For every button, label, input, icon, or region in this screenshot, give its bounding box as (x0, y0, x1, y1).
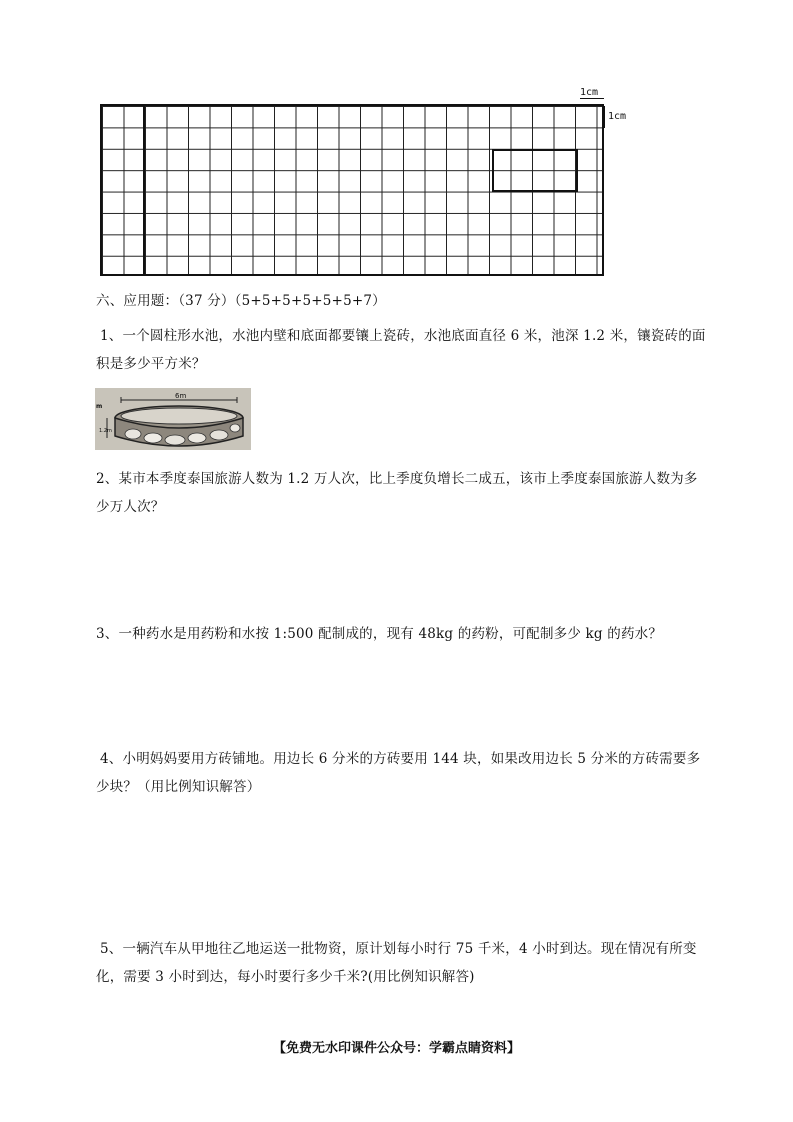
question-4: 4、小明妈妈要用方砖铺地。用边长 6 分米的方砖要用 144 块，如果改用边长 5 分米的方砖需要多少块？（用比例知识解答） (96, 751, 701, 795)
question-1: 1、一个圆柱形水池，水池内壁和底面都要镶上瓷砖，水池底面直径 6 米，池深 1.2 米，镶瓷砖的面积是多少平方米？ (96, 328, 706, 372)
pool-photo (95, 388, 251, 450)
question-3: 3、一种药水是用药粉和水按 1:500 配制成的，现有 48kg 的药粉，可配制多少 kg 的药水？ (96, 626, 663, 642)
scale-label-horizontal: 1cm (580, 87, 604, 99)
grid-divider-line (143, 104, 145, 276)
section-title: 六、应用题：（37 分）（5+5+5+5+5+5+7） (96, 293, 386, 309)
drawn-rectangle (492, 149, 578, 192)
depth-label: 1.2m (99, 428, 112, 434)
scale-label-vertical: 1cm (604, 106, 626, 128)
pool-illustration (95, 388, 251, 450)
diameter-label: 6m (175, 392, 187, 400)
question-5: 5、一辆汽车从甲地往乙地运送一批物资，原计划每小时行 75 千米，4 小时到达。现在情况有所变化，需要 3 小时到达，每小时要行多少千米?(用比例知识解答) (96, 941, 697, 985)
footer-note: 【免费无水印课件公众号：学霸点睛资料】 (272, 1041, 520, 1056)
question-2: 2、某市本季度泰国旅游人数为 1.2 万人次，比上季度负增长二成五，该市上季度泰国旅游人数为多少万人次？ (96, 471, 698, 515)
side-label: m (96, 403, 103, 410)
